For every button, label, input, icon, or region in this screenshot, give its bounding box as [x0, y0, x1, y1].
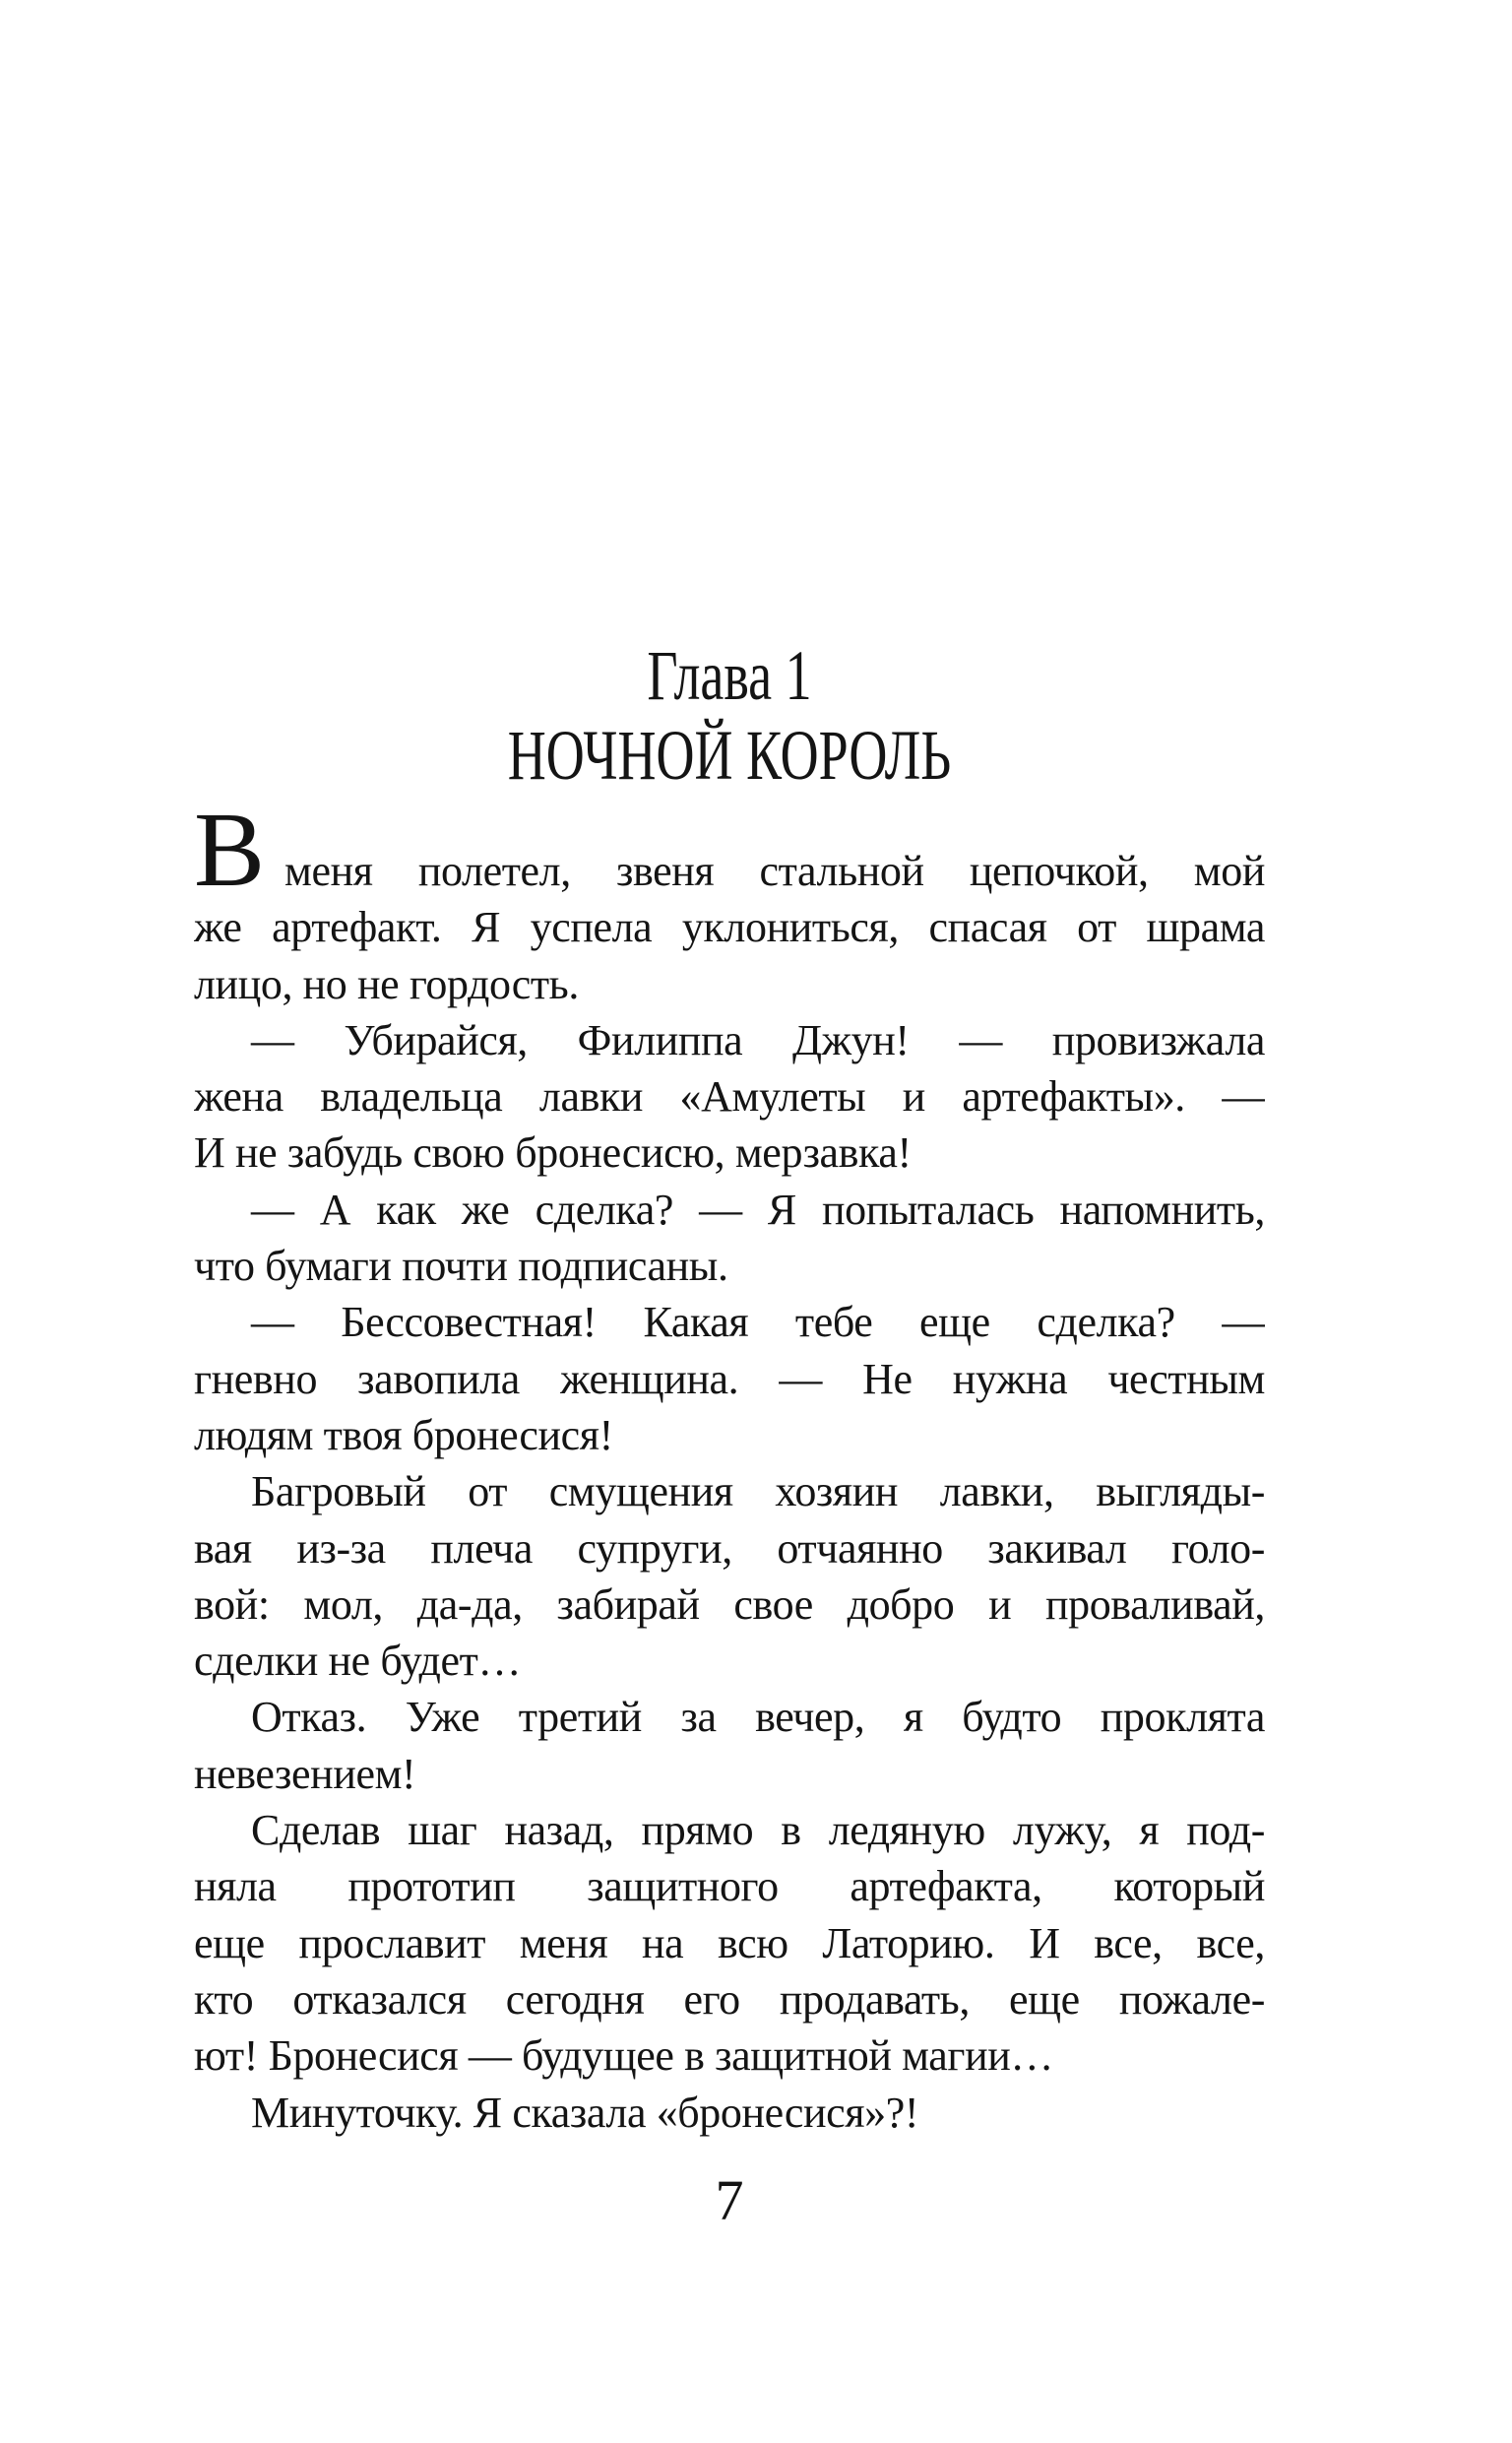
body-line: ют! Бронесися — будущее в защитной магии… [194, 2031, 1053, 2081]
body-line: еще прославит меня на всю Латорию. И все, все, [194, 1918, 1265, 1967]
body-line: И не забудь свою бронесисю, мерзавка! [194, 1128, 912, 1178]
body-line: вой: мол, да-да, забирай свое добро и проваливай, [194, 1579, 1265, 1629]
paragraph [194, 792, 1265, 1012]
body-line: жена владельца лавки «Амулеты и артефакты». — [194, 1072, 1265, 1122]
body-line: что бумаги почти подписаны. [194, 1242, 728, 1291]
body-line: — Убирайся, Филиппа Джун! — провизжала [251, 1015, 1265, 1064]
body-line: Отказ. Уже третий за вечер, я будто проклята [251, 1693, 1265, 1742]
paragraph [194, 2085, 1265, 2141]
paragraph [194, 1689, 1265, 1802]
chapter-heading [194, 636, 1265, 795]
page-body-text [194, 792, 1265, 2141]
body-line: лицо, но не гордость. [194, 959, 579, 1008]
body-line: вая из-за плеча супруги, отчаянно закивал голо- [194, 1523, 1265, 1573]
body-line: Сделав шаг назад, прямо в ледяную лужу, я под- [251, 1806, 1265, 1855]
paragraph [194, 1294, 1265, 1463]
page-number: 7 [715, 2168, 744, 2232]
body-line: — Бессовестная! Какая тебе еще сделка? — [251, 1298, 1265, 1347]
body-line: няла прототип защитного артефакта, который [194, 1862, 1265, 1911]
body-line: Багровый от смущения хозяин лавки, выгляды- [251, 1467, 1265, 1516]
body-line: кто отказался сегодня его продавать, еще пожале- [194, 1974, 1265, 2024]
body-line: Минуточку. Я сказала «бронесися»?! [251, 2088, 919, 2137]
chapter-title: Глава 1 [647, 636, 812, 715]
body-line-text: меня полетел, звеня стальной цепочкой, мой [284, 847, 1265, 895]
paragraph [194, 1463, 1265, 1689]
body-line [194, 792, 1265, 909]
paragraph [194, 1182, 1265, 1295]
body-line: же артефакт. Я успела уклониться, спасая от шрама [194, 903, 1265, 952]
body-line: сделки не будет… [194, 1637, 522, 1686]
body-line: невезением! [194, 1749, 416, 1798]
paragraph [194, 1012, 1265, 1182]
body-line: — А как же сделка? — Я попыталась напомнить, [251, 1185, 1265, 1234]
body-line: гневно завопила женщина. — Не нужна честным [194, 1354, 1265, 1403]
body-line: людям твоя бронесися! [194, 1410, 613, 1459]
drop-cap: В [194, 792, 266, 909]
paragraph [194, 1802, 1265, 2084]
chapter-subtitle: НОЧНОЙ КОРОЛЬ [507, 716, 952, 795]
